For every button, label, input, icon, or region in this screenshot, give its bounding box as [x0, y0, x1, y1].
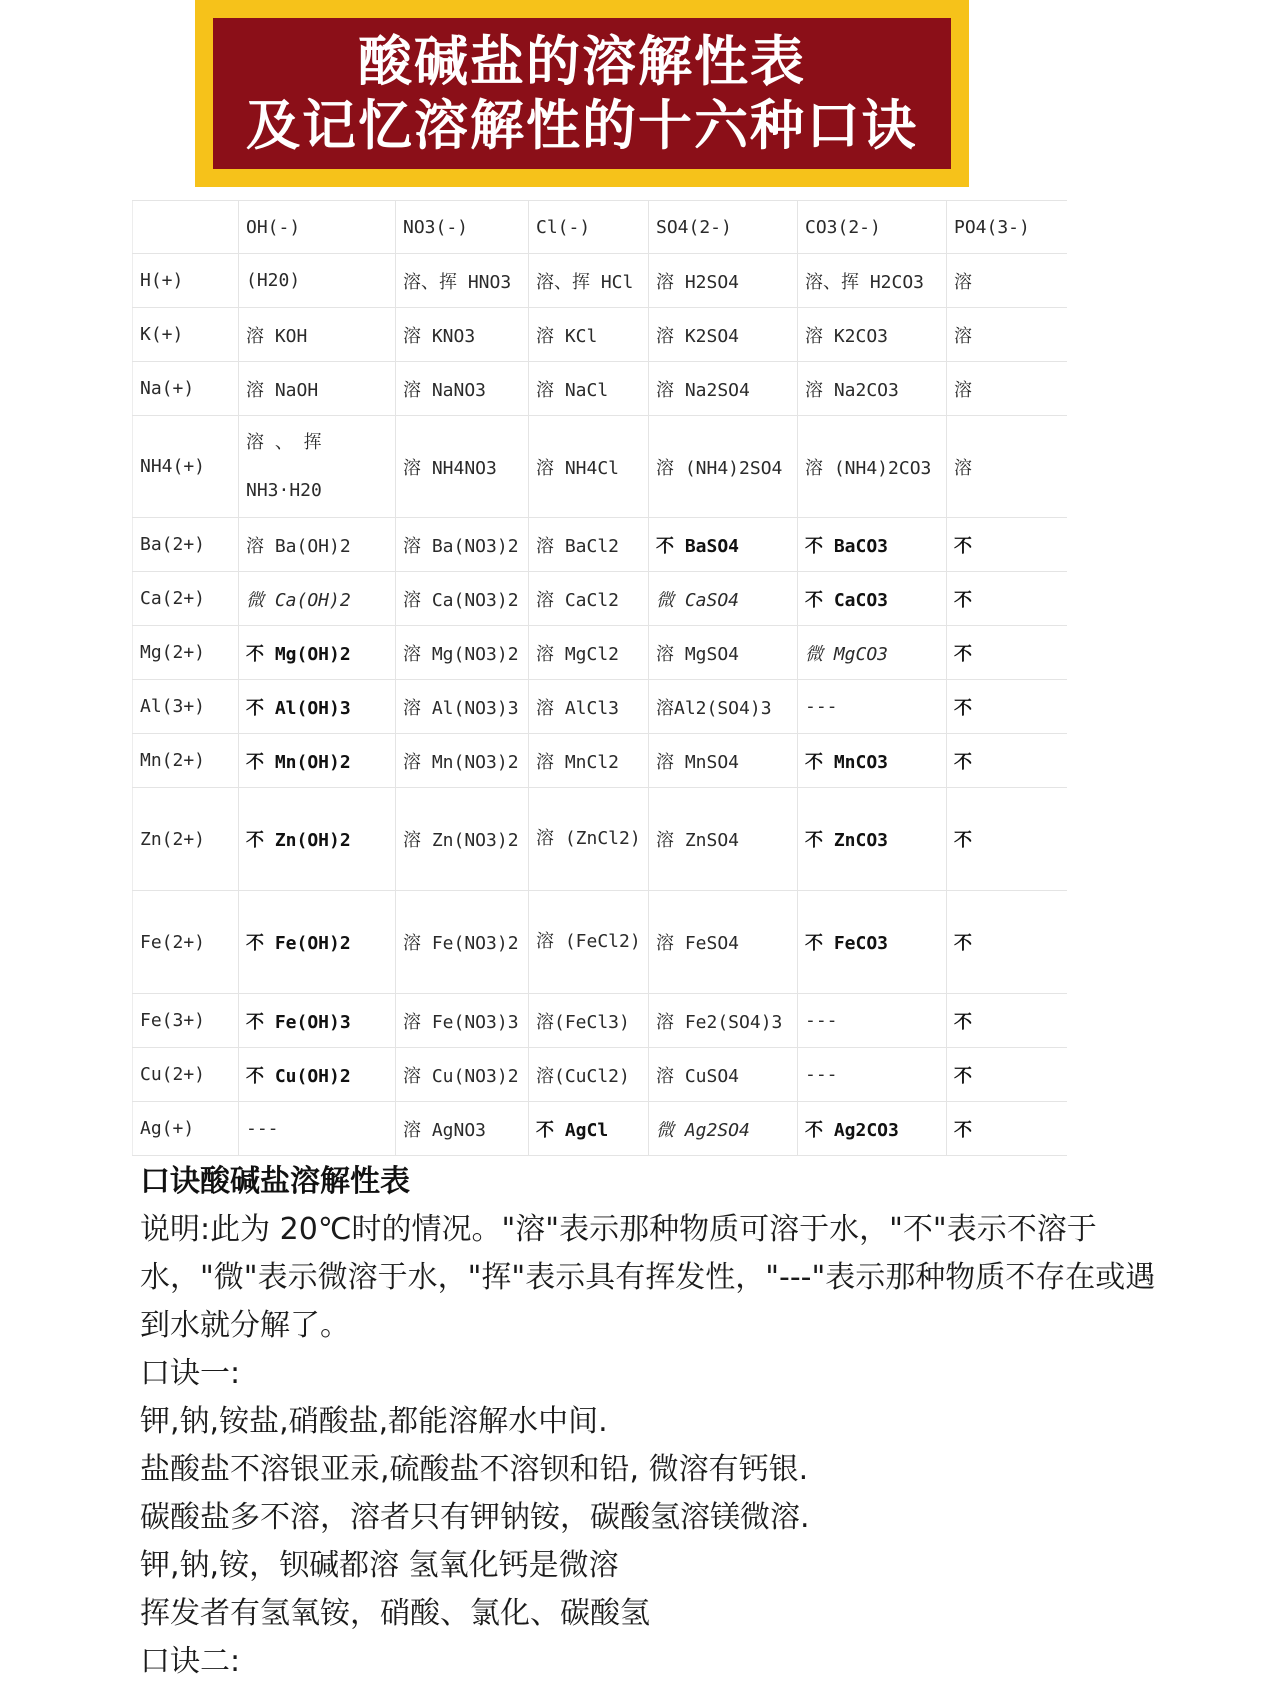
title-line-1: 酸碱盐的溶解性表 [358, 29, 806, 93]
table-row [133, 572, 1067, 626]
cation-cell: Cu(2+) [133, 1048, 239, 1102]
table-cell: 溶 BaCl2 [529, 518, 649, 572]
cation-cell: Na(+) [133, 362, 239, 416]
table-cell: --- [798, 1048, 947, 1102]
table-cell: 不 [947, 572, 1067, 626]
table-cell: 溶(FeCl3) [529, 994, 649, 1048]
table-cell: 溶 (ZnCl2) [529, 788, 649, 891]
table-cell: 不 Cu(OH)2 [239, 1048, 396, 1102]
table-cell: 不 ZnCO3 [798, 788, 947, 891]
table-cell: 不 Mg(OH)2 [239, 626, 396, 680]
table-cell: 微 Ag2SO4 [649, 1102, 798, 1156]
cation-cell: Fe(2+) [133, 891, 239, 994]
table-cell: 不 [947, 680, 1067, 734]
header-cell: OH(-) [239, 201, 396, 254]
cation-cell: Al(3+) [133, 680, 239, 734]
table-cell: 溶 Mn(NO3)2 [396, 734, 529, 788]
table-cell: 不 Ag2CO3 [798, 1102, 947, 1156]
cation-cell: Ag(+) [133, 1102, 239, 1156]
table-row [133, 734, 1067, 788]
table-cell: 溶 KOH [239, 308, 396, 362]
table-cell: 溶 NaOH [239, 362, 396, 416]
table-cell: 微 Ca(OH)2 [239, 572, 396, 626]
table-cell: 溶 NaNO3 [396, 362, 529, 416]
table-cell: 溶 CaCl2 [529, 572, 649, 626]
rhyme-one-title: 口诀一: [140, 1356, 241, 1391]
header-cell: NO3(-) [396, 201, 529, 254]
table-row [133, 626, 1067, 680]
rhyme-line: 钾,钠,铵，钡碱都溶 氢氧化钙是微溶 [140, 1548, 619, 1583]
solubility-table [132, 200, 1067, 1156]
table-cell: 溶(CuCl2) [529, 1048, 649, 1102]
table-cell: 溶 MgSO4 [649, 626, 798, 680]
table-cell: 不 MnCO3 [798, 734, 947, 788]
table-cell: 不 [947, 518, 1067, 572]
table-cell: 溶 NH4Cl [529, 416, 649, 518]
table-cell: (H20) [239, 254, 396, 308]
table-cell: 溶 AgNO3 [396, 1102, 529, 1156]
table-cell: 溶 Cu(NO3)2 [396, 1048, 529, 1102]
table-cell: 不 AgCl [529, 1102, 649, 1156]
table-cell: 溶 CuSO4 [649, 1048, 798, 1102]
table-cell: 溶 NH4NO3 [396, 416, 529, 518]
table-cell: 溶Al2(SO4)3 [649, 680, 798, 734]
cation-cell: Mg(2+) [133, 626, 239, 680]
table-cell: 不 [947, 891, 1067, 994]
table-cell: 溶 Ba(OH)2 [239, 518, 396, 572]
table-cell: 不 [947, 788, 1067, 891]
table-cell: 溶 Na2SO4 [649, 362, 798, 416]
table-cell: 溶 NaCl [529, 362, 649, 416]
table-cell: 不 Fe(OH)2 [239, 891, 396, 994]
table-cell: 溶、挥 H2CO3 [798, 254, 947, 308]
table-cell: 溶 FeSO4 [649, 891, 798, 994]
table-cell: 溶、挥 HNO3 [396, 254, 529, 308]
table-row [133, 254, 1067, 308]
table-cell: 不 Al(OH)3 [239, 680, 396, 734]
table-cell: 不 BaSO4 [649, 518, 798, 572]
table-cell: 溶 (FeCl2) [529, 891, 649, 994]
cation-cell: K(+) [133, 308, 239, 362]
rhyme-line: 钾,钠,铵盐,硝酸盐,都能溶解水中间. [140, 1404, 608, 1439]
header-cell [133, 201, 239, 254]
table-cell: 溶 MgCl2 [529, 626, 649, 680]
table-cell: 不 Fe(OH)3 [239, 994, 396, 1048]
rhyme-line: 挥发者有氢氧铵，硝酸、氯化、碳酸氢 [140, 1596, 650, 1631]
table-cell: 溶 Mg(NO3)2 [396, 626, 529, 680]
table-row [133, 891, 1067, 994]
rhymes-section [140, 1158, 1170, 1686]
table-cell: 溶 、 挥 NH3·H20 [239, 416, 396, 518]
cation-cell: NH4(+) [133, 416, 239, 518]
table-row [133, 416, 1067, 518]
cation-cell: Zn(2+) [133, 788, 239, 891]
cation-cell: Ca(2+) [133, 572, 239, 626]
table-cell: 溶、挥 HCl [529, 254, 649, 308]
table-cell: 溶 Fe(NO3)2 [396, 891, 529, 994]
table-cell: 不 [947, 1102, 1067, 1156]
explanation-paragraph: 说明:此为 20℃时的情况。"溶"表示那种物质可溶于水，"不"表示不溶于水，"微"表示微溶于水，"挥"表示具有挥发性，"---"表示那种物质不存在或遇到水就分解了。 [140, 1212, 1156, 1343]
title-line-2: 及记忆溶解性的十六种口诀 [246, 93, 918, 157]
table-cell: 不 CaCO3 [798, 572, 947, 626]
table-row [133, 994, 1067, 1048]
table-row [133, 1102, 1067, 1156]
table-cell: 溶 Fe(NO3)3 [396, 994, 529, 1048]
table-cell: 不 [947, 626, 1067, 680]
table-cell: 溶 ZnSO4 [649, 788, 798, 891]
table-cell: 不 Zn(OH)2 [239, 788, 396, 891]
table-cell: 溶 [947, 362, 1067, 416]
table-cell: 不 [947, 994, 1067, 1048]
header-row [133, 201, 1067, 254]
cation-cell: Mn(2+) [133, 734, 239, 788]
table-row [133, 362, 1067, 416]
table-cell: --- [798, 680, 947, 734]
table-cell: 溶 KCl [529, 308, 649, 362]
table-cell: 微 MgCO3 [798, 626, 947, 680]
table-cell: 溶 [947, 254, 1067, 308]
table-cell: 不 [947, 734, 1067, 788]
table-cell: 溶 Ba(NO3)2 [396, 518, 529, 572]
table-cell: 溶 [947, 416, 1067, 518]
rhyme-two-title: 口诀二: [140, 1644, 241, 1679]
table-cell: 溶 K2SO4 [649, 308, 798, 362]
table-row [133, 788, 1067, 891]
table-cell: 微 CaSO4 [649, 572, 798, 626]
cation-cell: H(+) [133, 254, 239, 308]
table-cell: 溶 AlCl3 [529, 680, 649, 734]
header-cell: SO4(2-) [649, 201, 798, 254]
table-cell: 溶 Al(NO3)3 [396, 680, 529, 734]
table-cell: --- [239, 1102, 396, 1156]
section-heading: 口诀酸碱盐溶解性表 [140, 1164, 410, 1199]
table-cell: 溶 (NH4)2CO3 [798, 416, 947, 518]
header-cell: Cl(-) [529, 201, 649, 254]
table-cell: 溶 H2SO4 [649, 254, 798, 308]
table-cell: 不 BaCO3 [798, 518, 947, 572]
table-cell: 不 [947, 1048, 1067, 1102]
table-cell: 溶 MnCl2 [529, 734, 649, 788]
table-cell: 不 FeCO3 [798, 891, 947, 994]
table-cell: 不 Mn(OH)2 [239, 734, 396, 788]
title-banner-inner [213, 18, 951, 169]
table-cell: --- [798, 994, 947, 1048]
table-row [133, 518, 1067, 572]
table-row [133, 308, 1067, 362]
table-cell: 溶 (NH4)2SO4 [649, 416, 798, 518]
rhyme-line: 盐酸盐不溶银亚汞,硫酸盐不溶钡和铅, 微溶有钙银. [140, 1452, 809, 1487]
title-banner [195, 0, 969, 187]
cation-cell: Ba(2+) [133, 518, 239, 572]
table-cell: 溶 Ca(NO3)2 [396, 572, 529, 626]
table-cell: 溶 Zn(NO3)2 [396, 788, 529, 891]
table-cell: 溶 KNO3 [396, 308, 529, 362]
solubility-table-container [132, 200, 1067, 1156]
header-cell: PO4(3-) [947, 201, 1067, 254]
rhyme-line: 碳酸盐多不溶，溶者只有钾钠铵，碳酸氢溶镁微溶. [140, 1500, 810, 1535]
table-cell: 溶 Na2CO3 [798, 362, 947, 416]
table-cell: 溶 K2CO3 [798, 308, 947, 362]
table-row [133, 1048, 1067, 1102]
table-cell: 溶 [947, 308, 1067, 362]
table-cell: 溶 Fe2(SO4)3 [649, 994, 798, 1048]
header-cell: CO3(2-) [798, 201, 947, 254]
table-cell: 溶 MnSO4 [649, 734, 798, 788]
cation-cell: Fe(3+) [133, 994, 239, 1048]
table-row [133, 680, 1067, 734]
